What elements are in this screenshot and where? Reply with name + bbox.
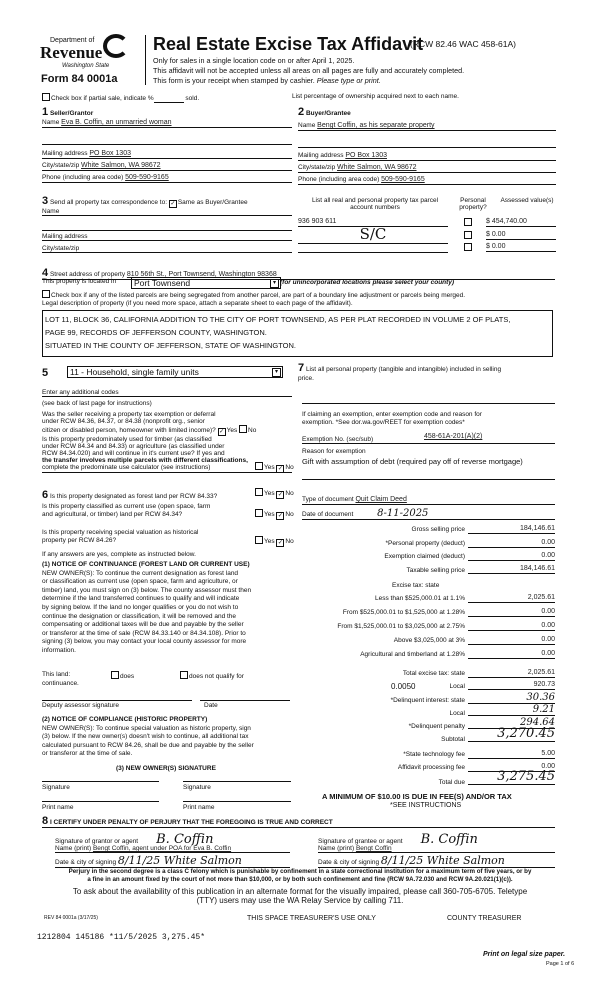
use-code-select[interactable] xyxy=(67,366,283,378)
buyer-mail-label: Mailing address xyxy=(298,152,344,159)
section-1-number: 1 xyxy=(42,106,49,118)
seller-name-line-2[interactable] xyxy=(42,136,292,145)
q1-line: under RCW 84.36, 84.37, or 84.38 (nonprofit org., senior xyxy=(42,418,205,425)
grantee-signature[interactable]: B. Coffin xyxy=(420,832,478,847)
bracket-2-label: From $525,000.01 to $1,525,000 at 1.28% xyxy=(342,609,465,616)
yes-label: Yes xyxy=(264,464,275,471)
legal-description-box[interactable] xyxy=(42,310,553,357)
current-use-question: and agricultural, or timber) land per RCW 84.34? xyxy=(42,510,183,518)
exemption-deduct-label: Exemption claimed (deduct) xyxy=(384,553,465,560)
yes-label: Yes xyxy=(226,427,238,434)
buyer-name-line-2[interactable] xyxy=(298,139,556,148)
subtotal-value[interactable]: 3,270.45 xyxy=(468,727,555,742)
buyer-city-field[interactable]: White Salmon, WA 98672 xyxy=(337,164,417,171)
penalty-value[interactable]: 294.64 xyxy=(468,717,555,729)
seller-heading: Seller/Grantor xyxy=(49,110,94,117)
segregate-checkbox[interactable] xyxy=(42,290,50,298)
grantor-name-label: Name (print) xyxy=(55,845,92,852)
certify-statement: I CERTIFY UNDER PENALTY OF PERJURY THAT THE FOREGOING IS TRUE AND CORRECT xyxy=(49,819,333,826)
grantor-sig-label: Signature of grantor or agent xyxy=(55,838,139,845)
perjury-line-1: Perjury in the second degree is a class C felony which is punishable by confinement in a state correctional institution for a maximum term of five years, or by xyxy=(68,868,532,875)
gross-value[interactable]: 184,146.61 xyxy=(468,525,555,534)
dropdown-arrow-icon[interactable]: ▾ xyxy=(270,279,279,288)
grantee-name-label: Name (print) xyxy=(318,845,355,852)
seller-name-field[interactable]: Eva B. Coffin, an unmarried woman xyxy=(61,119,172,126)
no-label: No xyxy=(285,490,294,497)
bracket-4-label: Above $3,025,000 at 3% xyxy=(393,637,465,644)
grantor-date-label: Date & city of signing xyxy=(55,859,117,866)
legal-line: PAGE 99, RECORDS OF JEFFERSON COUNTY, WASHINGTON. xyxy=(45,328,267,337)
notice-2-title: (2) NOTICE OF COMPLIANCE (HISTORIC PROPERTY) xyxy=(42,716,208,723)
exemption-deduct-value[interactable]: 0.00 xyxy=(468,552,555,561)
doc-date-field[interactable]: 8-11-2025 xyxy=(377,508,429,519)
notice-2-line: NEW OWNER(S): To continue special valuation as historic property, sign xyxy=(42,724,251,732)
total-state-value[interactable]: 2,025.61 xyxy=(468,669,555,678)
doc-type-field[interactable]: Quit Claim Deed xyxy=(355,496,407,503)
notice-1-line: timber) land, you must sign on (3) below. The county assessor must then xyxy=(42,586,252,594)
dropdown-arrow-icon[interactable]: ▾ xyxy=(272,368,281,377)
page-title: Real Estate Excise Tax Affidavit xyxy=(153,34,424,54)
partial-percent-field[interactable] xyxy=(154,95,184,103)
buyer-heading: Buyer/Grantee xyxy=(305,110,351,117)
local-rate: 0.0050 xyxy=(391,682,416,691)
tax-name-label: Name xyxy=(42,208,60,215)
dept-label: Department of xyxy=(50,37,95,44)
personal-checkbox-2[interactable] xyxy=(464,231,472,239)
current-use-no-checkbox[interactable]: ✓ xyxy=(277,513,283,519)
current-use-question: Is this property classified as current use (open space, farm xyxy=(42,503,211,510)
taxable-value[interactable]: 184,146.61 xyxy=(468,565,555,574)
buyer-phone-label: Phone (including area code) xyxy=(298,176,380,183)
bracket-1-value[interactable]: 2,025.61 xyxy=(468,594,555,603)
exemption-no-field[interactable]: 458-61A-201(A)(2) xyxy=(424,433,483,440)
processing-fee-label: Affidavit processing fee xyxy=(397,764,465,771)
located-label: This property is located in xyxy=(42,278,117,285)
bracket-2-value[interactable]: 0.00 xyxy=(468,608,555,617)
gross-label: Gross selling price xyxy=(411,526,465,533)
deputy-date-line[interactable] xyxy=(200,700,290,709)
section-7-label: price. xyxy=(298,375,314,382)
assessed-value-2[interactable]: $ 0.00 xyxy=(486,231,556,240)
does-checkbox[interactable] xyxy=(111,671,119,679)
reason-value: Gift with assumption of debt (required pay off of reverse mortgage) xyxy=(302,457,523,466)
no-label: No xyxy=(285,464,294,471)
dor-logo-icon xyxy=(103,34,129,58)
interest-state-value[interactable]: 30.36 xyxy=(468,692,555,704)
note-2: This affidavit will not be accepted unless all areas on all pages are fully and accurately completed. xyxy=(153,66,465,75)
parcel-number-1[interactable]: 936 903 611 xyxy=(298,218,448,227)
perjury-line-2: a fine in an amount fixed by the court of not more than $10,000, or by both such confinement and fine (RCW 9A.72.030 and RCW 9A.20.021(1)(c)). xyxy=(87,875,513,883)
q2-yes-checkbox[interactable] xyxy=(255,462,263,470)
parcel-number-3[interactable] xyxy=(298,251,448,253)
personal-checkbox-3[interactable] xyxy=(464,243,472,251)
grantee-sig-label: Signature of grantee or agent xyxy=(318,838,403,845)
subtotal-label: Subtotal xyxy=(441,736,465,743)
historic-question: property per RCW 84.26? xyxy=(42,536,117,544)
personal-deduct-value[interactable]: 0.00 xyxy=(468,539,555,548)
reason-field[interactable] xyxy=(302,458,555,480)
buyer-mail-field[interactable]: PO Box 1303 xyxy=(345,152,387,159)
doc-type-label: Type of document xyxy=(302,496,354,503)
agri-value[interactable]: 0.00 xyxy=(468,650,555,659)
street-field[interactable]: 810 56th St., Port Townsend, Washington 98368 xyxy=(126,271,277,278)
partial-sale-label: Check box if partial sale, indicate % xyxy=(51,95,154,102)
tax-name-field[interactable] xyxy=(42,208,292,216)
date-label: Date xyxy=(204,702,218,709)
section-2-number: 2 xyxy=(298,106,305,118)
tech-fee-label: *State technology fee xyxy=(403,751,465,758)
notice-1-line: information. xyxy=(42,646,76,654)
signature-label: Signature xyxy=(183,784,211,791)
new-owner-sig-title: (3) NEW OWNER(S) SIGNATURE xyxy=(116,765,216,772)
section-6-number: 6 xyxy=(42,489,49,501)
penalty-label: *Delinquent penalty xyxy=(408,723,465,730)
treasurer-use-label: THIS SPACE TREASURER'S USE ONLY xyxy=(247,915,376,922)
buyer-name-label: Name xyxy=(298,122,316,129)
location-value: Port Townsend xyxy=(134,278,191,288)
ownership-note: List percentage of ownership acquired next to each name. xyxy=(292,93,459,100)
forest-yes-checkbox[interactable] xyxy=(255,488,263,496)
agri-label: Agricultural and timberland at 1.28% xyxy=(360,651,465,658)
tax-mail-label: Mailing address xyxy=(42,233,88,240)
q2-line: Is this property predominately used for timber (as classified xyxy=(42,436,212,443)
note-3-italic: Please type or print. xyxy=(316,76,381,85)
excise-heading: Excise tax: state xyxy=(392,582,440,589)
exemption-no-label: Exemption No. (sec/sub) xyxy=(302,436,374,443)
notice-1-line: or classification as current use (open space, farm and agriculture, or xyxy=(42,578,238,586)
notice-1-line: signing (3) below, you may contact your local county assessor for more xyxy=(42,638,247,646)
owner-signature-2[interactable] xyxy=(183,781,291,791)
grantee-name-field[interactable]: Bengt Coffin xyxy=(355,845,392,852)
q1-no-checkbox[interactable] xyxy=(239,425,247,433)
print-name-label: Print name xyxy=(183,804,215,811)
seller-mail-field[interactable]: PO Box 1303 xyxy=(89,150,131,157)
total-due-label: Total due xyxy=(438,779,465,786)
buyer-phone-field[interactable]: 509-590-9165 xyxy=(381,176,425,183)
section-8-number: 8 xyxy=(42,815,49,827)
partial-sale-checkbox[interactable] xyxy=(42,93,50,101)
signature-label: Signature xyxy=(42,784,70,791)
personal-property-field[interactable] xyxy=(302,402,555,404)
bracket-1-label: Less than $525,000.01 at 1.1% xyxy=(375,595,465,602)
bracket-4-value[interactable]: 0.00 xyxy=(468,636,555,645)
tax-name-line-2[interactable] xyxy=(42,222,292,231)
notice-1-title: (1) NOTICE OF CONTINUANCE (FOREST LAND OR CURRENT USE) xyxy=(42,561,250,568)
form-revision: REV 84 0001a (3/17/25) xyxy=(44,915,98,921)
bracket-3-value[interactable]: 0.00 xyxy=(468,622,555,631)
seller-name-label: Name xyxy=(42,119,60,126)
notice-1-line: or transferor at the time of sale (RCW 84.33.140 or 84.34.108). Prior to xyxy=(42,629,246,637)
q2-line: complete the predominate use calculator (see instructions) xyxy=(42,464,211,471)
grantor-signature[interactable]: B. Coffin xyxy=(156,832,214,847)
assessed-value-1[interactable]: $ 454,740.00 xyxy=(486,218,556,227)
seller-phone-label: Phone (including area code) xyxy=(42,174,124,181)
county-treasurer-label: COUNTY TREASURER xyxy=(447,915,522,922)
forest-question: Is this property designated as forest land per RCW 84.33? xyxy=(49,493,218,500)
seller-mail-label: Mailing address xyxy=(42,150,88,157)
q2-line: RCW 84.34.020) and will continue in it's current use? If yes and xyxy=(42,450,225,457)
local-label: Local xyxy=(449,683,465,690)
form-number: Form 84 0001a xyxy=(41,73,118,85)
exemption-intro: exemption. *See dor.wa.gov/REET for exemption codes* xyxy=(302,419,465,426)
yes-label: Yes xyxy=(264,511,275,518)
section-7-number: 7 xyxy=(298,362,305,374)
grantor-date-field[interactable]: 8/11/25 White Salmon xyxy=(117,854,242,867)
interest-state-label: *Delinquent interest: state xyxy=(390,697,465,704)
section-7-label: List all personal property (tangible and intangible) included in selling xyxy=(305,366,502,373)
seller-phone-field[interactable]: 509-590-9165 xyxy=(125,174,169,181)
q1-line: citizen or disabled person, homeowner with limited income)? xyxy=(42,427,216,434)
deputy-signature-line[interactable] xyxy=(42,700,192,709)
notice-2-line: (3) below. If the new owner(s) doesn't wish to continue, all additional tax xyxy=(42,733,249,741)
codes-label: Enter any additional codes xyxy=(42,389,119,396)
use-code-value: 11 - Household, single family units xyxy=(70,367,199,377)
section-4-number: 4 xyxy=(42,267,49,279)
no-label: No xyxy=(285,511,294,518)
notice-1-line: determine if the land transferred continues to qualify and will indicate xyxy=(42,595,240,603)
parcel-col-header: List all real and personal property tax parcel account numbers xyxy=(311,197,439,212)
this-land-label: This land: xyxy=(42,671,71,678)
assessed-col-header: Assessed value(s) xyxy=(500,197,554,204)
grantor-name-field[interactable]: Bengt Coffin, agent under POA for Eva B. Coffin xyxy=(92,845,232,852)
section-3-number: 3 xyxy=(42,195,49,207)
statute: (RCW 82.46 WAC 458-61A) xyxy=(410,39,516,49)
same-as-buyer-label: Same as Buyer/Grantee xyxy=(177,199,248,206)
street-label: Street address of property xyxy=(49,271,126,278)
q2-line: under RCW 84.34 and 84.33) or agriculture (as classified under xyxy=(42,443,225,450)
legal-line: LOT 11, BLOCK 36, CALIFORNIA ADDITION TO THE CITY OF PORT TOWNSEND, AS PER PLAT RECORDED IN VOLUME 2 OF PLATS, xyxy=(45,315,511,324)
note-3: This form is your receipt when stamped by cashier. xyxy=(153,76,315,85)
state-label: Washington State xyxy=(62,63,110,69)
section-3-label: Send all property tax correspondence to: xyxy=(49,199,168,206)
personal-checkbox-1[interactable] xyxy=(464,218,472,226)
additional-codes-field[interactable] xyxy=(42,389,292,397)
yes-label: Yes xyxy=(264,538,275,545)
notice-1-line: by signing below. If the land no longer qualifies or you do not wish to xyxy=(42,603,239,611)
personal-deduct-label: *Personal property (deduct) xyxy=(385,540,465,547)
current-use-yes-checkbox[interactable] xyxy=(255,509,263,517)
header-divider xyxy=(145,35,146,85)
forest-no-checkbox[interactable]: ✓ xyxy=(277,492,283,498)
legal-paper-note: Print on legal size paper. xyxy=(483,951,566,958)
notice-2-line: or transferor at the time of sale. xyxy=(42,750,133,758)
tax-city-field[interactable] xyxy=(42,245,292,253)
tax-mail-field[interactable] xyxy=(42,233,292,241)
deputy-label: Deputy assessor signature xyxy=(42,702,119,709)
total-due-value[interactable]: 3,275.45 xyxy=(468,770,555,785)
alt-format-line-2: (TTY) users may use the WA Relay Service by calling 711. xyxy=(196,896,404,905)
local-value[interactable]: 920.73 xyxy=(468,681,555,690)
doc-date-label: Date of document xyxy=(302,511,354,518)
yes-label: Yes xyxy=(264,490,275,497)
historic-no-checkbox[interactable]: ✓ xyxy=(277,540,283,546)
legal-line: SITUATED IN THE COUNTY OF JEFFERSON, STATE OF WASHINGTON. xyxy=(45,341,296,350)
notice-1-line: compensating or additional taxes will be due and payable by the seller xyxy=(42,621,244,629)
if-yes-note: If any answers are yes, complete as instructed below. xyxy=(42,551,196,558)
treasurer-stamp: 1212804 145186 *11/5/2025 3,275.45* xyxy=(37,933,206,942)
q2-no-checkbox[interactable]: ✓ xyxy=(277,466,283,472)
does-label: does xyxy=(120,673,135,680)
reason-label: Reason for exemption xyxy=(302,448,366,455)
no-label: No xyxy=(285,538,294,545)
buyer-city-label: City/state/zip xyxy=(298,164,336,171)
seller-city-field[interactable]: White Salmon, WA 98672 xyxy=(81,162,161,169)
owner-print-name-1[interactable] xyxy=(42,801,159,811)
buyer-name-field[interactable]: Bengt Coffin, as his separate property xyxy=(317,122,435,129)
location-select[interactable] xyxy=(131,277,281,289)
located-note: (for unincorporated locations please select your county) xyxy=(280,279,455,286)
does-not-checkbox[interactable] xyxy=(180,671,188,679)
q1-line: Was the seller receiving a property tax exemption or deferral xyxy=(42,411,216,418)
exemption-intro: If claiming an exemption, enter exemption code and reason for xyxy=(302,411,482,418)
sold-label: sold. xyxy=(185,95,200,102)
taxable-label: Taxable selling price xyxy=(406,567,465,574)
minimum-notice: A MINIMUM OF $10.00 IS DUE IN FEE(S) AND/OR TAX xyxy=(322,792,512,801)
owner-print-name-2[interactable] xyxy=(183,801,291,811)
q1-yes-checkbox[interactable]: ✓ xyxy=(219,429,225,435)
revenue-logo-text: Revenue xyxy=(40,43,103,62)
grantee-date-label: Date & city of signing xyxy=(318,859,380,866)
same-as-buyer-checkbox[interactable]: ✓ xyxy=(170,201,176,207)
total-state-label: Total excise tax: state xyxy=(402,670,465,677)
notice-2-line: calculated pursuant to RCW 84.26, shall be due and payable by the seller xyxy=(42,741,254,749)
alt-format-line-1: To ask about the availability of this publication in an alternate format for the visually impaired, please call 360-705-6705. Teletype xyxy=(72,887,528,896)
historic-question: Is this property receiving special valuation as historical xyxy=(42,529,199,536)
print-name-label: Print name xyxy=(42,804,74,811)
assessed-value-3[interactable]: $ 0.00 xyxy=(486,243,556,252)
see-instructions: *SEE INSTRUCTIONS xyxy=(390,802,462,809)
grantee-date-field[interactable]: 8/11/25 White Salmon xyxy=(380,854,505,867)
owner-signature-1[interactable] xyxy=(42,781,159,791)
interest-local-value[interactable]: 9.21 xyxy=(468,704,555,716)
no-label: No xyxy=(248,427,257,434)
interest-local-label: Local xyxy=(449,710,465,717)
note-1: Only for sales in a single location code on or after April 1, 2025. xyxy=(153,56,355,65)
parcel-number-2[interactable]: S/C xyxy=(298,226,448,244)
section-5-number: 5 xyxy=(42,367,49,379)
continuance-label: continuance. xyxy=(42,680,79,687)
processing-fee-value[interactable]: 0.00 xyxy=(468,763,555,772)
does-not-label: does not qualify for xyxy=(189,673,244,680)
notice-1-line: NEW OWNER(S): To continue the current designation as forest land xyxy=(42,569,239,577)
tech-fee-value[interactable]: 5.00 xyxy=(468,750,555,759)
tax-city-label: City/state/zip xyxy=(42,245,80,252)
q2-line: the transfer involves multiple parcels with different classifications, xyxy=(42,457,248,464)
historic-yes-checkbox[interactable] xyxy=(255,536,263,544)
seller-city-label: City/state/zip xyxy=(42,162,80,169)
notice-1-line: continue the designation or classification, it will be removed and the xyxy=(42,612,237,620)
segregate-label: Check box if any of the listed parcels are being segregated from another parcel, are part of a boundary line adjustment or parcels being merged. xyxy=(51,292,466,299)
codes-note: (see back of last page for instructions) xyxy=(42,400,152,407)
personal-col-header: Personal property? xyxy=(459,197,487,212)
page-number: Page 1 of 6 xyxy=(546,961,575,967)
bracket-3-label: From $1,525,000.01 to $3,025,000 at 2.75% xyxy=(337,623,465,630)
legal-label: Legal description of property (if you need more space, attach a separate sheet to each page of the affidavit). xyxy=(42,300,353,307)
